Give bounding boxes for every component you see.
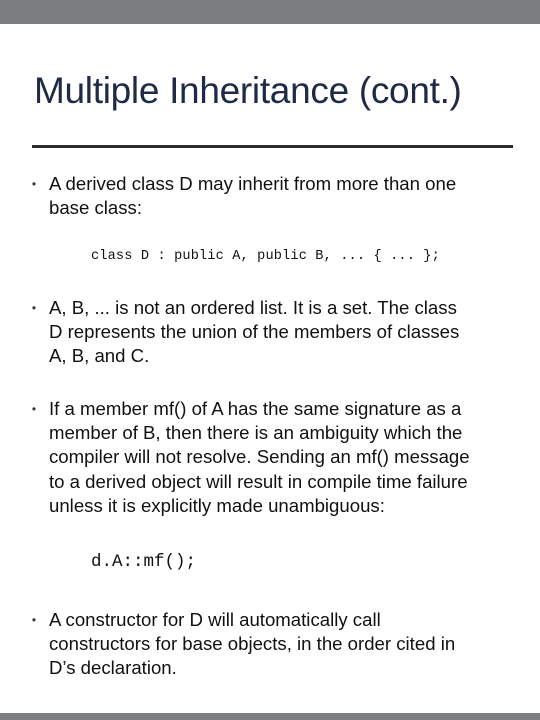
bullet-marker-icon: • xyxy=(31,402,37,416)
bullet-item xyxy=(28,608,508,681)
bullet-marker-icon: • xyxy=(31,177,37,191)
slide-title: Multiple Inheritance (cont.) xyxy=(34,70,462,111)
slide-bottom-bar xyxy=(0,713,540,720)
bullet-item xyxy=(28,296,508,369)
bullet-marker-icon: • xyxy=(31,613,37,627)
bullet-text: A constructor for D will automatically call constructors for base objects, in the order cited in D’s declaration. xyxy=(49,609,456,679)
bullet-text: A derived class D may inherit from more than one base class: xyxy=(49,173,457,219)
bullet-text: A, B, ... is not an ordered list. It is a set. The class D represents the union of the members of classes A, B, and C. xyxy=(49,297,460,367)
slide-top-bar xyxy=(0,0,540,24)
title-divider xyxy=(32,145,513,148)
code-example: d.A::mf(); xyxy=(91,552,197,572)
code-example: class D : public A, public B, ... { ... }; xyxy=(91,249,440,264)
bullet-item xyxy=(28,172,508,220)
bullet-item xyxy=(28,397,508,518)
bullet-marker-icon: • xyxy=(31,301,37,315)
bullet-text: If a member mf() of A has the same signature as a member of B, then there is an ambiguity which the compiler will not resolve. Sending an mf() message to a derived object will result in compile time failure unless it is explicitly made unambiguous: xyxy=(49,398,470,516)
